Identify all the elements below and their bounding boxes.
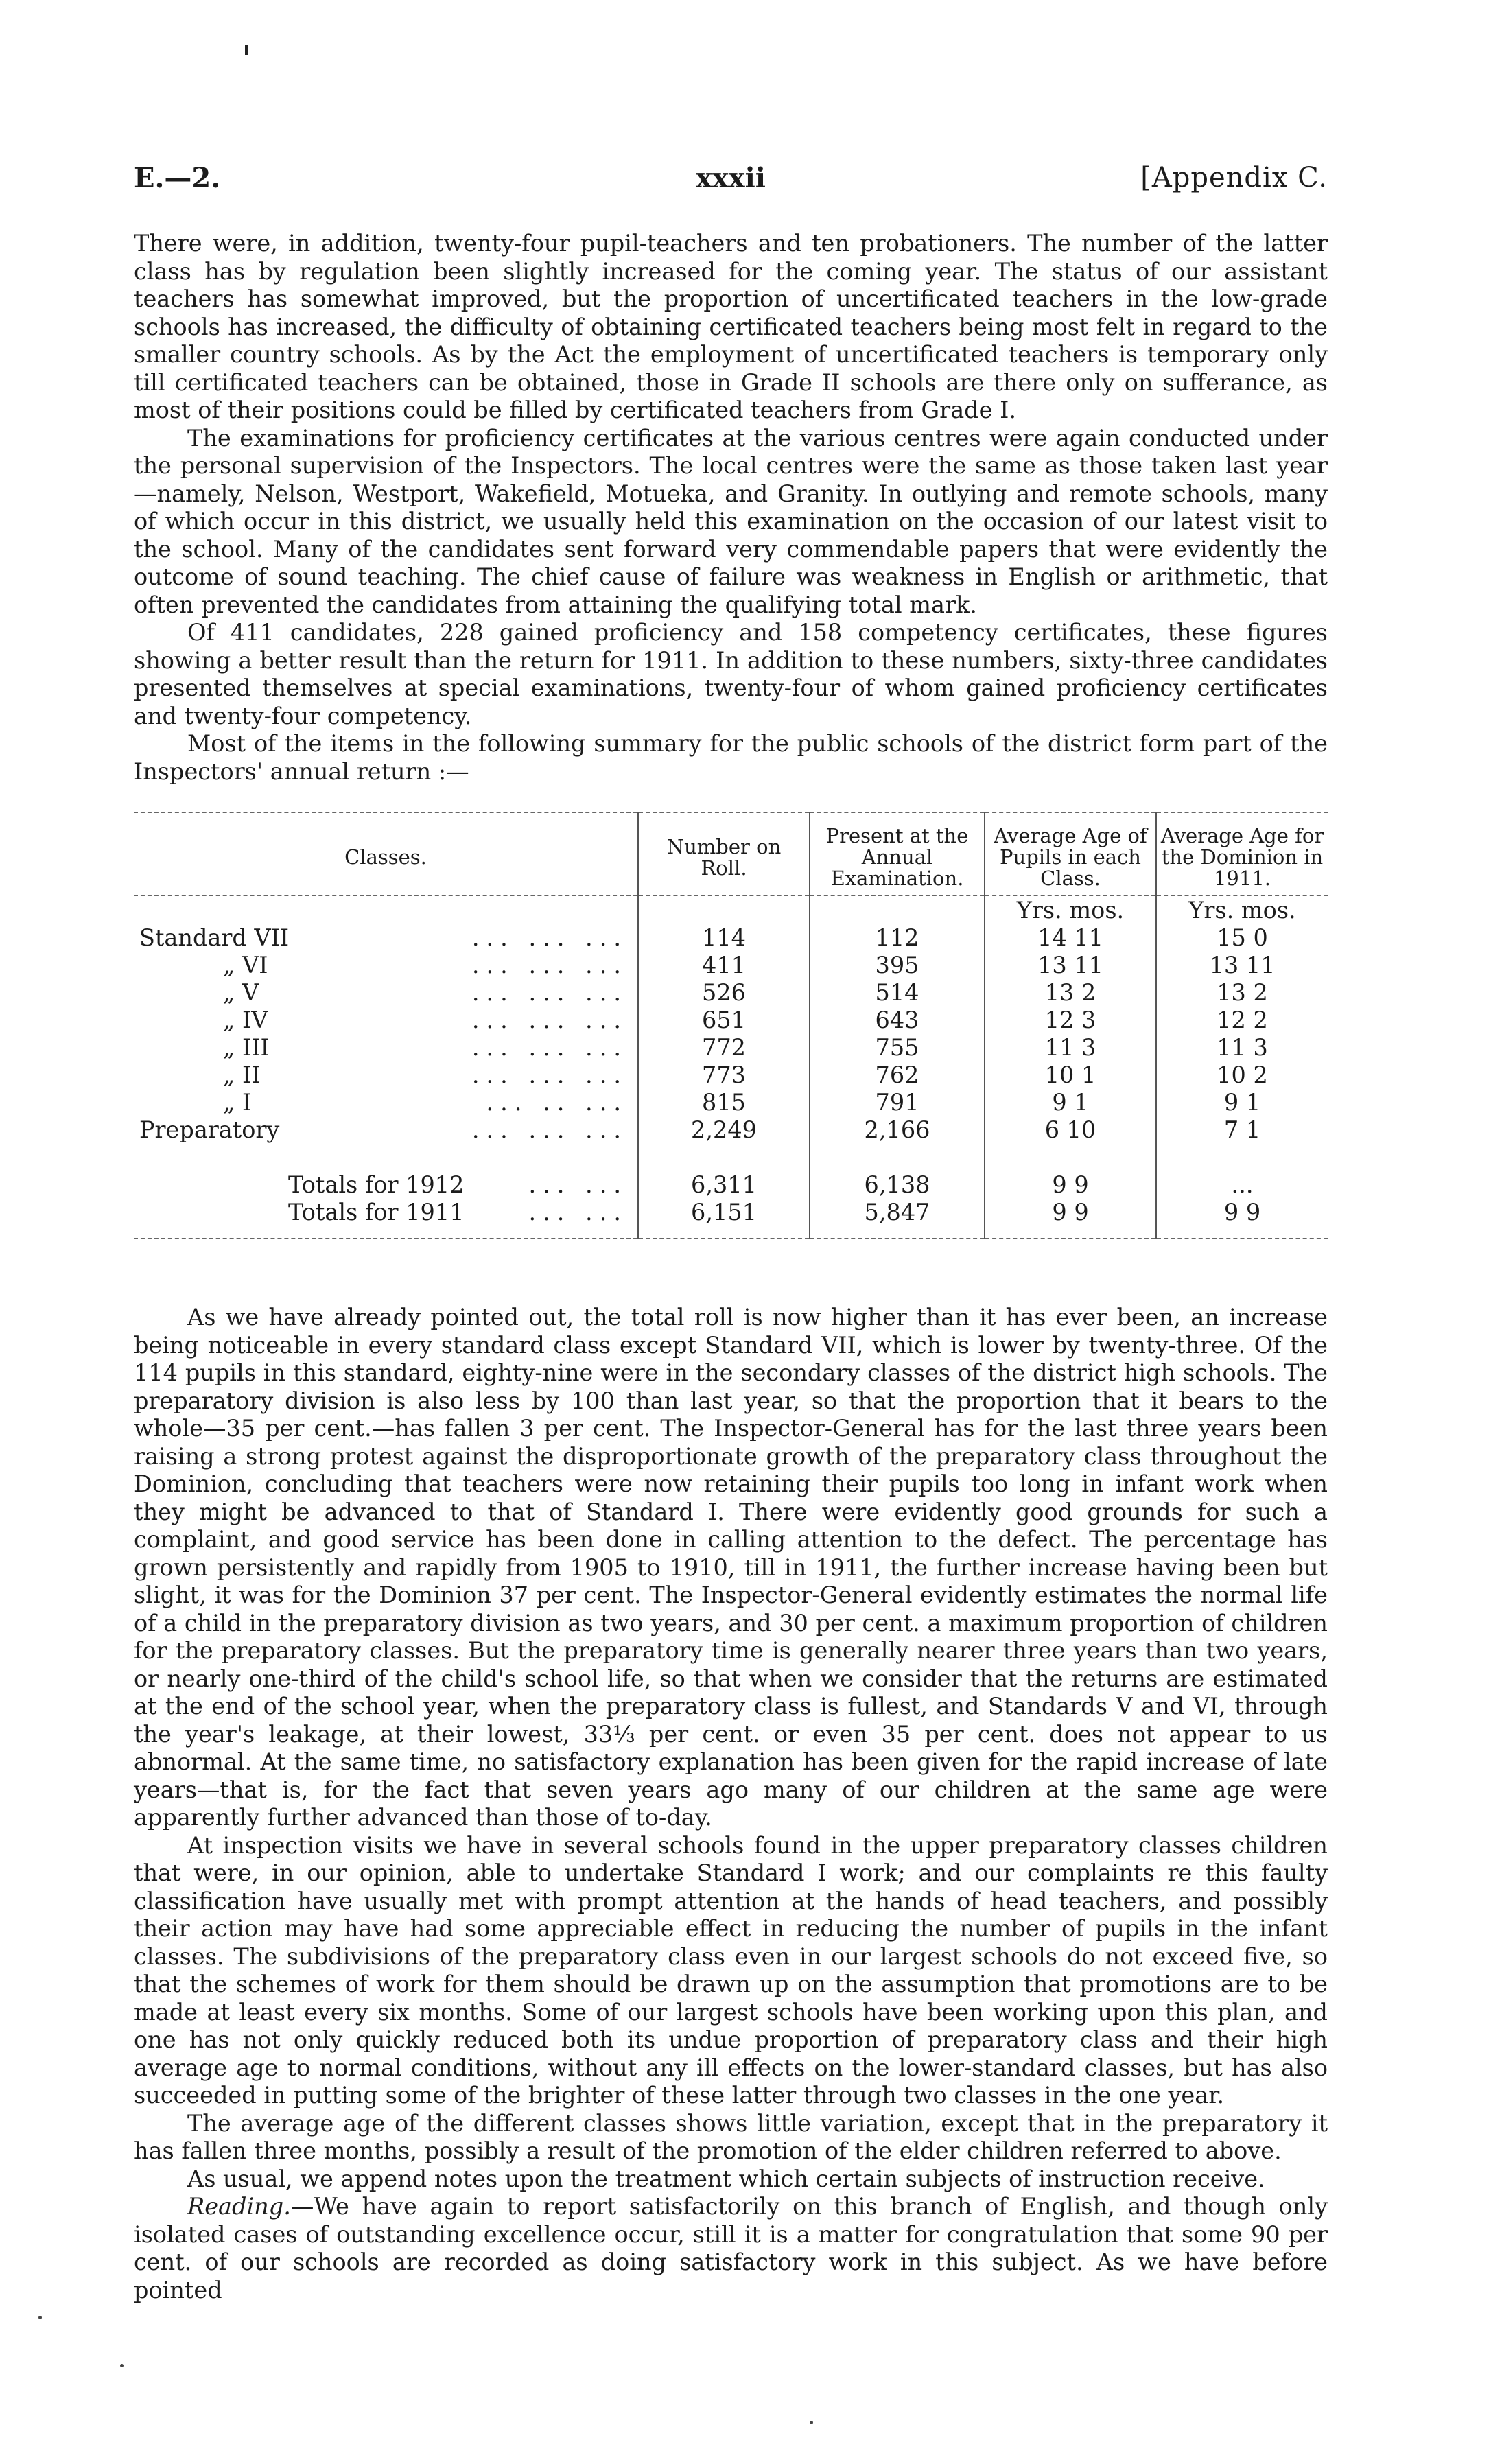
roll-cell: 6,311 bbox=[638, 1171, 810, 1198]
paragraph: As usual, we append notes upon the treatment which certain subjects of instruction receive. bbox=[187, 2165, 1265, 2192]
paragraph: As we have already pointed out, the total roll is now higher than it has ever been, an increase being noticeable in every standard class except Standard VII, which is lower by twenty-three. Of the 114 pupils in this standard, eighty-nine were in the secondary classes of the district high schools. The preparatory division is also less by 100 than last year, so that the proportion that it bears to the whole—35 per cent.—has fallen 3 per cent. The Inspector-General has for the last three years been raising a strong protest against the disproportionate growth of the preparatory class throughout the Dominion, concluding that teachers were now retaining their pupils too long in infant work when they might be advanced to that of Standard I. There were evidently good grounds for such a complaint, and good service has been done in calling attention to the defect. The percentage has grown persistently and rapidly from 1905 to 1910, till in 1911, the further increase having been but slight, it was for the Dominion 37 per cent. The Inspector-General evidently estimates the normal life of a child in the preparatory division as two years, and 30 per cent. a maximum proportion of children for the preparatory classes. But the preparatory time is generally nearer three years than two years, or nearly one-third of the child's school life, so that when we consider that the returns are estimated at the end of the school year, when the preparatory class is fullest, and Standards V and VI, through the year's leakage, at their lowest, 33⅓ per cent. or even 35 per cent. does not appear to us abnormal. At the same time, no satisfactory explanation has been given for the rapid increase of late years—that is, for the fact that seven years ago many of our children at the same age were apparently further advanced than those of to-day. bbox=[134, 1304, 1328, 1831]
avg-age-cell: 9 9 bbox=[985, 1198, 1156, 1239]
paragraph: Of 411 candidates, 228 gained proficiency and 158 competency certificates, these figures showing a better result than the return for 1911. In addition to these numbers, sixty-three candidates presented themselves at special examinations, twenty-four of whom gained proficiency certificates and twenty-four competency. bbox=[134, 619, 1328, 729]
present-cell: 762 bbox=[810, 1061, 985, 1088]
avg-age-cell: 9 1 bbox=[985, 1088, 1156, 1116]
totals-label: Totals for 1911 bbox=[288, 1198, 465, 1225]
body-text-bottom bbox=[134, 1304, 1328, 2304]
paragraph: The average age of the different classes shows little variation, except that in the preparatory it has fallen three months, possibly a result of the promotion of the elder children referred to above. bbox=[134, 2109, 1328, 2164]
table-row: „ IV ... ... ... 651 643 12 3 12 2 bbox=[134, 1006, 1328, 1033]
col-header-classes: Classes. bbox=[344, 845, 427, 869]
col-header-avg-age: Average Age of Pupils in each Class. bbox=[985, 812, 1156, 895]
present-cell: 514 bbox=[810, 978, 985, 1006]
present-cell: 5,847 bbox=[810, 1198, 985, 1239]
scan-dot bbox=[38, 2316, 42, 2319]
class-name: „ I bbox=[223, 1088, 252, 1116]
dominion-age-cell: 7 1 bbox=[1156, 1116, 1328, 1143]
scan-dot bbox=[810, 2421, 813, 2424]
paragraph: At inspection visits we have in several schools found in the upper preparatory classes children that were, in our opinion, able to undertake Standard I work; and our complaints re this faulty classification have usually met with prompt attention at the hands of head teachers, and possibly their action may have had some appreciable effect in reducing the number of pupils in the infant classes. The subdivisions of the preparatory class even in our largest schools do not exceed five, so that the schemes of work for them should be drawn up on the assumption that promotions are to be made at least every six months. Some of our largest schools have been working upon this plan, and one has not only quickly reduced both its undue proportion of preparatory class and their high average age to normal conditions, without any ill effects on the lower-standard classes, but has also succeeded in putting some of the brighter of these latter through two classes in the one year. bbox=[134, 1831, 1328, 2109]
dominion-age-cell: 10 2 bbox=[1156, 1061, 1328, 1088]
page-header bbox=[134, 162, 1328, 203]
table-row: Standard VII ... ... ... 114 112 14 11 15 0 bbox=[134, 924, 1328, 951]
summary-table bbox=[134, 812, 1328, 1239]
dominion-age-cell: ... bbox=[1156, 1171, 1328, 1198]
units-label: Yrs. mos. bbox=[1156, 895, 1328, 924]
roll-cell: 2,249 bbox=[638, 1116, 810, 1143]
roll-cell: 772 bbox=[638, 1033, 810, 1061]
col-header-roll: Number on Roll. bbox=[638, 812, 810, 895]
class-name: Standard VII bbox=[139, 924, 290, 951]
roll-cell: 815 bbox=[638, 1088, 810, 1116]
scan-mark bbox=[245, 45, 248, 55]
dominion-age-cell: 15 0 bbox=[1156, 924, 1328, 951]
class-name: „ II bbox=[223, 1061, 261, 1088]
roll-cell: 6,151 bbox=[638, 1198, 810, 1239]
dominion-age-cell: 12 2 bbox=[1156, 1006, 1328, 1033]
table-row: „ VI ... ... ... 411 395 13 11 13 11 bbox=[134, 951, 1328, 978]
dominion-age-cell: 9 1 bbox=[1156, 1088, 1328, 1116]
class-name: Preparatory bbox=[139, 1116, 280, 1143]
units-label: Yrs. mos. bbox=[985, 895, 1156, 924]
roll-cell: 773 bbox=[638, 1061, 810, 1088]
table-row: „ III ... ... ... 772 755 11 3 11 3 bbox=[134, 1033, 1328, 1061]
roll-cell: 526 bbox=[638, 978, 810, 1006]
avg-age-cell: 9 9 bbox=[985, 1171, 1156, 1198]
avg-age-cell: 6 10 bbox=[985, 1116, 1156, 1143]
dominion-age-cell: 13 11 bbox=[1156, 951, 1328, 978]
roll-cell: 411 bbox=[638, 951, 810, 978]
avg-age-cell: 12 3 bbox=[985, 1006, 1156, 1033]
dominion-age-cell: 9 9 bbox=[1156, 1198, 1328, 1239]
avg-age-cell: 10 1 bbox=[985, 1061, 1156, 1088]
table-row: Preparatory ... ... ... 2,249 2,166 6 10 7 1 bbox=[134, 1116, 1328, 1143]
avg-age-cell: 14 11 bbox=[985, 924, 1156, 951]
page-number: xxxii bbox=[696, 162, 766, 194]
roll-cell: 651 bbox=[638, 1006, 810, 1033]
avg-age-cell: 13 2 bbox=[985, 978, 1156, 1006]
present-cell: 791 bbox=[810, 1088, 985, 1116]
class-name: „ IV bbox=[223, 1006, 268, 1033]
avg-age-cell: 13 11 bbox=[985, 951, 1156, 978]
totals-row: Totals for 1912 ... ... 6,311 6,138 9 9 ... bbox=[134, 1171, 1328, 1198]
table-row: „ I ... .. ... 815 791 9 1 9 1 bbox=[134, 1088, 1328, 1116]
reading-heading: Reading. bbox=[187, 2193, 291, 2220]
scan-dot bbox=[120, 2364, 124, 2367]
col-header-present: Present at the Annual Examination. bbox=[810, 812, 985, 895]
present-cell: 395 bbox=[810, 951, 985, 978]
col-header-dominion-age: Average Age for the Dominion in 1911. bbox=[1156, 812, 1328, 895]
table-row: „ II ... ... ... 773 762 10 1 10 2 bbox=[134, 1061, 1328, 1088]
present-cell: 112 bbox=[810, 924, 985, 951]
class-name: „ V bbox=[223, 978, 259, 1006]
appendix-label: [Appendix C. bbox=[1140, 162, 1328, 193]
paragraph: Most of the items in the following summary for the public schools of the district form part of the Inspectors' annual return :— bbox=[134, 730, 1328, 785]
totals-row: Totals for 1911 ... ... 6,151 5,847 9 9 9 9 bbox=[134, 1198, 1328, 1239]
table-header-row bbox=[134, 812, 1328, 895]
report-code: E.—2. bbox=[134, 162, 221, 194]
paragraph: There were, in addition, twenty-four pupil-teachers and ten probationers. The number of the latter class has by regulation been slightly increased for the coming year. The status of our assistant teachers has somewhat improved, but the proportion of uncertificated teachers in the low-grade schools has increased, the difficulty of obtaining certificated teachers being most felt in regard to the smaller country schools. As by the Act the employment of uncertificated teachers is temporary only till certificated teachers can be obtained, those in Grade II schools are there only on sufferance, as most of their positions could be filled by certificated teachers from Grade I. bbox=[134, 230, 1328, 423]
totals-label: Totals for 1912 bbox=[288, 1171, 465, 1198]
paragraph: The examinations for proficiency certificates at the various centres were again conducted under the personal supervision of the Inspectors. The local centres were the same as those taken last year —namely, Nelson, Westport, Wakefield, Motueka, and Granity. In outlying and remote schools, many of which occur in this district, we usually held this examination on the occasion of our latest visit to the school. Many of the candidates sent forward very commendable papers that were evidently the outcome of sound teaching. The chief cause of failure was weakness in English or arithmetic, that often prevented the candidates from attaining the qualifying total mark. bbox=[134, 424, 1328, 618]
class-name: „ III bbox=[223, 1033, 270, 1061]
present-cell: 755 bbox=[810, 1033, 985, 1061]
present-cell: 6,138 bbox=[810, 1171, 985, 1198]
body-text-top bbox=[134, 230, 1328, 786]
reading-text: —We have again to report satisfactorily on this branch of English, and though only isolated cases of outstanding excellence occur, still it is a matter for congratulation that some 90 per cent. of our schools are recorded as doing satisfactory work in this subject. As we have before pointed bbox=[134, 2193, 1328, 2303]
dominion-age-cell: 13 2 bbox=[1156, 978, 1328, 1006]
roll-cell: 114 bbox=[638, 924, 810, 951]
dominion-age-cell: 11 3 bbox=[1156, 1033, 1328, 1061]
reading-paragraph bbox=[134, 2193, 1328, 2304]
present-cell: 2,166 bbox=[810, 1116, 985, 1143]
table-row: „ V ... ... ... 526 514 13 2 13 2 bbox=[134, 978, 1328, 1006]
present-cell: 643 bbox=[810, 1006, 985, 1033]
units-row bbox=[134, 895, 1328, 924]
class-name: „ VI bbox=[223, 951, 268, 978]
avg-age-cell: 11 3 bbox=[985, 1033, 1156, 1061]
